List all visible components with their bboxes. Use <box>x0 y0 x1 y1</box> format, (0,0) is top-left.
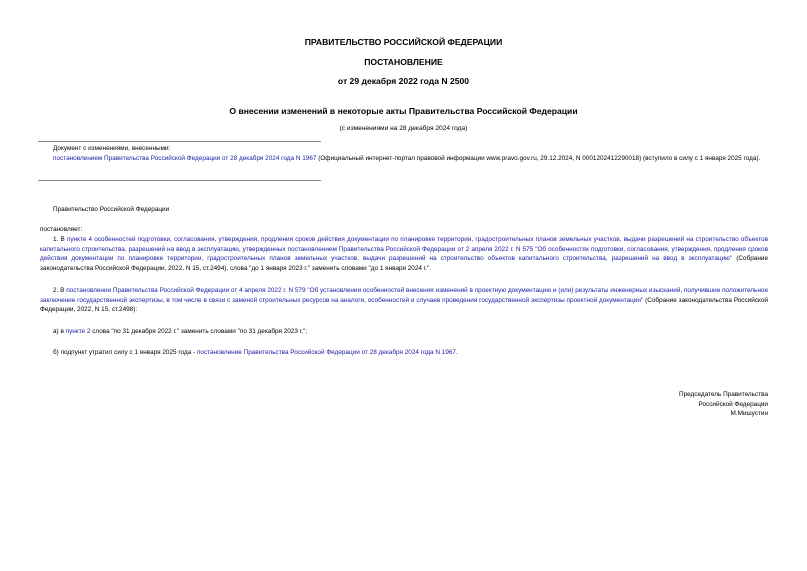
paragraph-2-link[interactable]: постановлении Правительства Российской Федерации от 4 апреля 2022 г. N 579 "Об установлении особенностей внесения изменений в проектную документацию и (или) результаты инженерных изысканий, получившие положительное заключение государственной экспертизы, в том числе в связи с заменой строительных ресурсов на аналоги, особенностей и случаев проведения государственной экспертизы проектной документации" <box>40 287 768 304</box>
subparagraph-a <box>53 327 307 337</box>
document-date-number: от 29 декабря 2022 года N 2500 <box>337 76 470 86</box>
paragraph-2-start: 2. В <box>53 287 67 294</box>
subparagraph-b-end: . <box>455 349 458 356</box>
subparagraph-b-link[interactable]: постановление Правительства Российской Федерации от 28 декабря 2024 года N 1967 <box>196 349 456 356</box>
subparagraph-a-start: а) в <box>53 328 66 335</box>
signature-title: Председатель Правительства <box>679 391 768 398</box>
subparagraph-a-link[interactable]: пункте 2 <box>65 328 91 335</box>
divider-top <box>38 141 321 142</box>
paragraph-1-start: 1. В <box>53 236 67 243</box>
government-line: Правительство Российской Федерации <box>53 206 170 213</box>
paragraph-2 <box>40 286 768 315</box>
paragraph-2-end: (Собрание законодательства Российской Федерации, 2022, N 15, ст.2498): <box>40 296 768 314</box>
divider-bottom <box>38 180 321 181</box>
changes-label: Документ с изменениями, внесенными: <box>53 145 171 152</box>
paragraph-1 <box>40 235 768 273</box>
resolves-line: постановляет: <box>40 226 83 233</box>
signature-org: Российской Федерации <box>698 400 768 408</box>
changes-body <box>40 154 768 164</box>
paragraph-1-link[interactable]: пункте 4 особенностей подготовки, согласования, утверждения, продления сроков действия документации по планировке территории, градостроительных планов земельных участков, выдачи разрешений на строительство объектов капитального строительства, разрешений на ввод в эксплуатацию <box>40 236 768 253</box>
document-subject: О внесении изменений в некоторые акты Правительства Российской Федерации <box>229 106 578 116</box>
paragraph-1-end: (Собрание законодательства Российской Федерации, 2022, N 15, ст.2494), слова "до 1 января 2023 г." заменить словами "до 1 января 2024 г.". <box>40 255 768 272</box>
paragraph-1-mid-link[interactable]: , утвержденных постановлением Правительства Российской Федерации от 2 апреля 2022 г. N 575 "Об особенностях подготовки, согласования, утверждения, продления сроков действия документации по планировке территории, градостроительных планов земельных участков, выдачи разрешений на строительство объектов капитального строительства, разрешений на ввод в эксплуатацию" <box>40 245 768 263</box>
subparagraph-b-start: б) подпункт утратил силу с 1 января 2025 года - <box>53 349 197 356</box>
document-type: ПОСТАНОВЛЕНИЕ <box>364 57 443 67</box>
changes-tail: (Официальный интернет-портал правовой информации www.pravo.gov.ru, 29.12.2024, N 0001202412290018) (вступило в силу с 1 января 2025 года). <box>316 155 761 162</box>
subparagraph-a-end: слова "по 31 декабря 2022 г." заменить словами "по 31 декабря 2023 г."; <box>90 328 308 335</box>
signature-name: М.Мишустин <box>730 410 768 418</box>
signature-block <box>679 390 768 419</box>
amending-act-link[interactable]: постановлением Правительства Российской Федерации от 28 декабря 2024 года N 1967 <box>53 155 317 162</box>
revision-note: (с изменениями на 28 декабря 2024 года) <box>339 125 468 132</box>
issuing-authority: ПРАВИТЕЛЬСТВО РОССИЙСКОЙ ФЕДЕРАЦИИ <box>304 37 503 47</box>
subparagraph-b <box>53 348 458 358</box>
